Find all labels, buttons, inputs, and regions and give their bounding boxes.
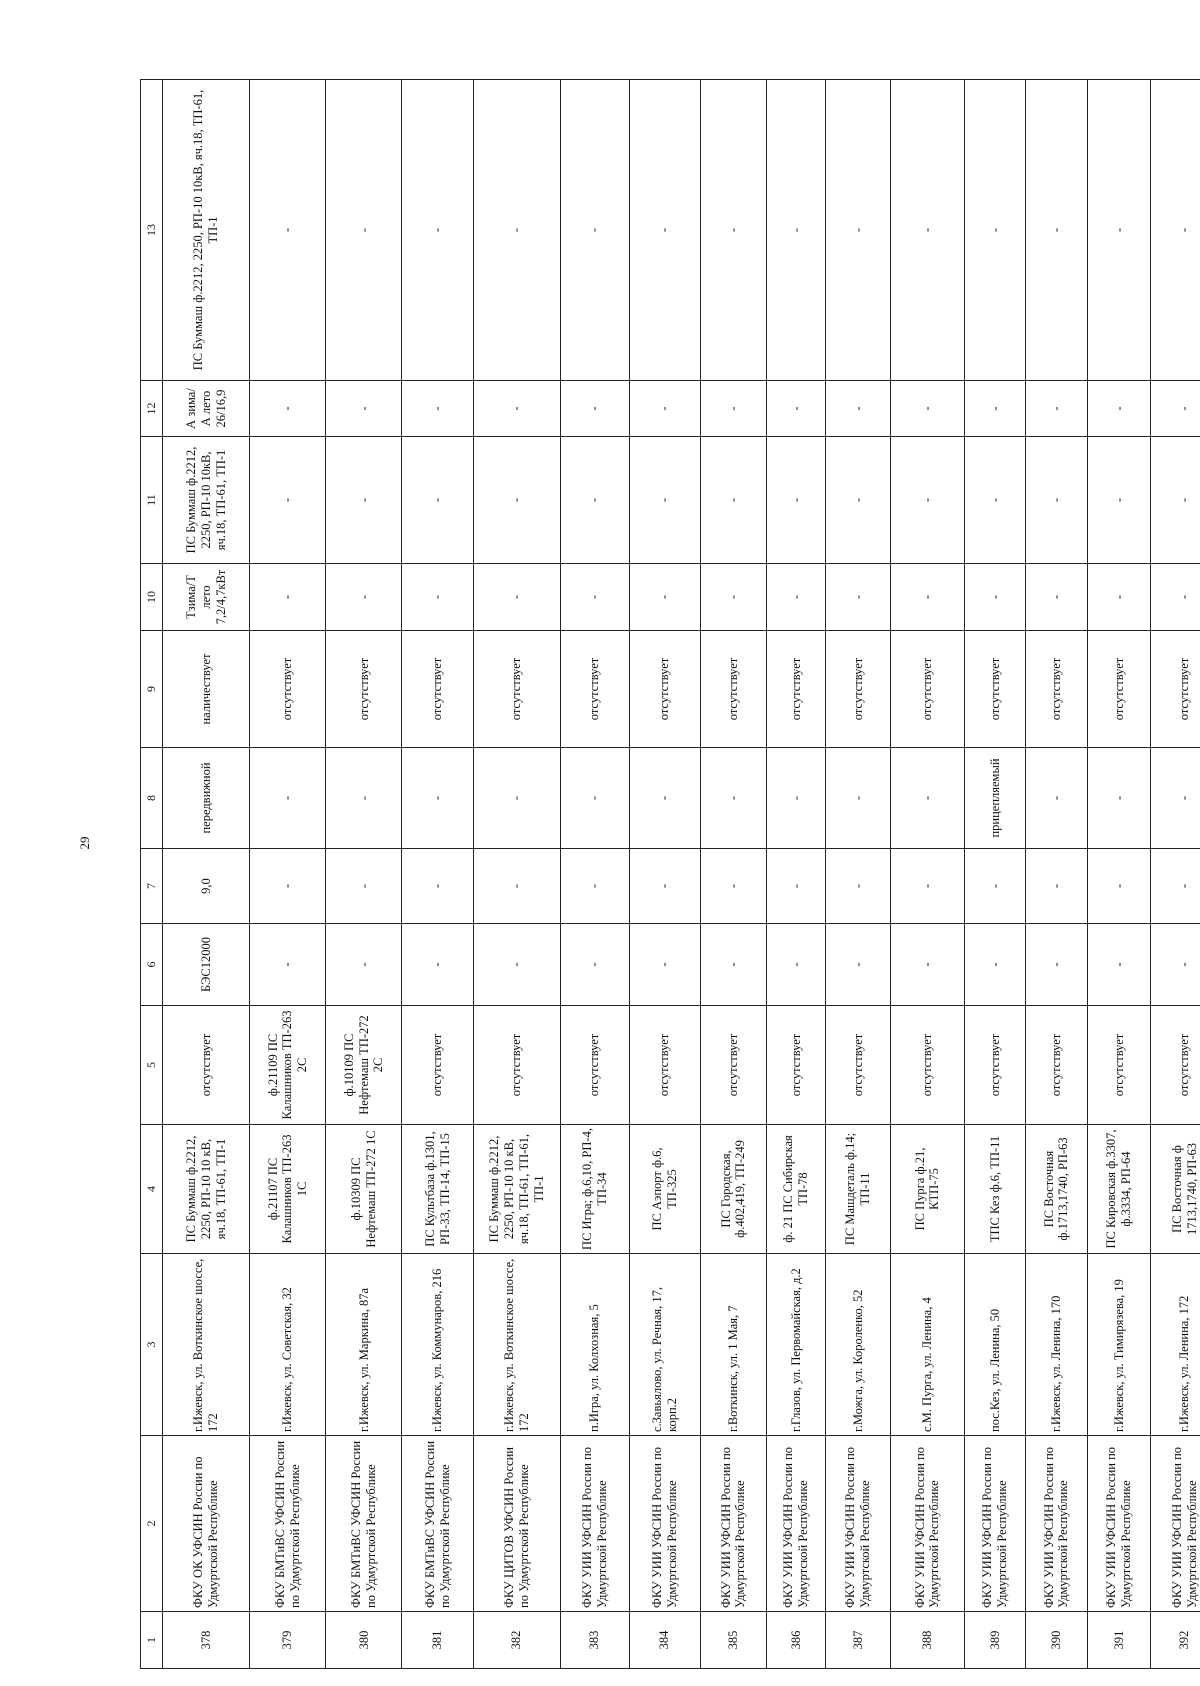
- table-row: [1026, 80, 1087, 1669]
- table-cell-col6: -: [891, 924, 965, 1006]
- table-cell-col5: отсутствует: [1087, 1006, 1151, 1125]
- table-cell-col4: ПС Буммаш ф.2212, 2250, РП-10 10 кВ, яч.18, ТП-61, ТП-61, ТП-1: [473, 1125, 560, 1254]
- table-cell-col2: ФКУ УИИ УФСИН России по Удмуртской Республике: [700, 1436, 766, 1612]
- table-cell-col13: -: [700, 80, 766, 381]
- table-cell-col10: -: [891, 564, 965, 631]
- table-cell-col9: отсутствует: [1026, 631, 1087, 748]
- table-cell-col7: -: [826, 849, 891, 924]
- table-cell-col8: -: [560, 748, 629, 849]
- table-cell-col11: -: [326, 437, 402, 564]
- column-number: 13: [141, 80, 163, 381]
- table-cell-col2: ФКУ БМТиВС УФСИН России по Удмуртской Республике: [326, 1436, 402, 1612]
- table-cell-col11: -: [1151, 437, 1200, 564]
- table-cell-col6: -: [767, 924, 826, 1006]
- table-cell-col6: -: [326, 924, 402, 1006]
- table-cell-col3: с.М. Пурга, ул. Ленина, 4: [891, 1254, 965, 1436]
- table-cell-col6: -: [700, 924, 766, 1006]
- table-cell-col2: ФКУ УИИ УФСИН России по Удмуртской Республике: [1151, 1436, 1200, 1612]
- table-cell-col1: 391: [1087, 1612, 1151, 1669]
- table-cell-col10: -: [1151, 564, 1200, 631]
- table-cell-col10: Тзима/Т лето 7,2/4,7кВт: [163, 564, 250, 631]
- table-cell-col12: -: [891, 381, 965, 437]
- table-cell-col9: отсутствует: [767, 631, 826, 748]
- column-number: 4: [141, 1125, 163, 1254]
- table-cell-col7: -: [964, 849, 1025, 924]
- table-cell-col10: -: [473, 564, 560, 631]
- table-cell-col11: -: [560, 437, 629, 564]
- table-cell-col9: отсутствует: [560, 631, 629, 748]
- column-number: 3: [141, 1254, 163, 1436]
- table-cell-col1: 384: [629, 1612, 700, 1669]
- table-cell-col4: ф.10309 ПС Нефтемаш ТП-272 1С: [326, 1125, 402, 1254]
- table-cell-col1: 381: [402, 1612, 473, 1669]
- table-cell-col1: 380: [326, 1612, 402, 1669]
- table-cell-col11: -: [1087, 437, 1151, 564]
- table-cell-col9: отсутствует: [473, 631, 560, 748]
- column-number: 12: [141, 381, 163, 437]
- table-row: [767, 80, 826, 1669]
- table-cell-col3: г.Ижевск, ул. Воткинское шоссе, 172: [473, 1254, 560, 1436]
- table-cell-col10: -: [700, 564, 766, 631]
- table-cell-col6: -: [1026, 924, 1087, 1006]
- table-cell-col5: отсутствует: [767, 1006, 826, 1125]
- table-cell-col1: 386: [767, 1612, 826, 1669]
- table-cell-col9: отсутствует: [1151, 631, 1200, 748]
- table-cell-col6: -: [473, 924, 560, 1006]
- table-cell-col13: -: [826, 80, 891, 381]
- table-cell-col4: ПС Восточная ф.1713,1740, РП-63: [1026, 1125, 1087, 1254]
- column-number: 8: [141, 748, 163, 849]
- table-cell-col11: -: [629, 437, 700, 564]
- data-table: [140, 79, 1200, 1669]
- table-cell-col9: отсутствует: [326, 631, 402, 748]
- table-cell-col3: г.Можга, ул. Короленко, 52: [826, 1254, 891, 1436]
- table-cell-col9: отсутствует: [629, 631, 700, 748]
- table-cell-col1: 385: [700, 1612, 766, 1669]
- table-cell-col7: -: [700, 849, 766, 924]
- table-cell-col7: -: [1151, 849, 1200, 924]
- table-cell-col10: -: [560, 564, 629, 631]
- table-cell-col1: 392: [1151, 1612, 1200, 1669]
- table-cell-col7: -: [473, 849, 560, 924]
- table-cell-col11: ПС Буммаш ф.2212, 2250, РП-10 10кВ, яч.18, ТП-61, ТП-1: [163, 437, 250, 564]
- table-cell-col12: -: [560, 381, 629, 437]
- table-cell-col12: -: [1026, 381, 1087, 437]
- table-cell-col5: ф.10109 ПС Нефтемаш ТП-272 2С: [326, 1006, 402, 1125]
- table-row: [402, 80, 473, 1669]
- table-cell-col12: -: [326, 381, 402, 437]
- table-cell-col10: -: [629, 564, 700, 631]
- table-row: [964, 80, 1025, 1669]
- table-cell-col7: -: [250, 849, 326, 924]
- column-number-row: [141, 80, 163, 1669]
- table-cell-col1: 388: [891, 1612, 965, 1669]
- table-cell-col3: г.Ижевск, ул. Ленина, 172: [1151, 1254, 1200, 1436]
- table-cell-col5: отсутствует: [560, 1006, 629, 1125]
- table-cell-col11: -: [767, 437, 826, 564]
- table-cell-col13: -: [1026, 80, 1087, 381]
- table-cell-col12: -: [473, 381, 560, 437]
- table-cell-col3: г.Ижевск, ул. Советская, 32: [250, 1254, 326, 1436]
- table-cell-col9: отсутствует: [1087, 631, 1151, 748]
- table-cell-col3: г.Ижевск, ул. Коммунаров, 216: [402, 1254, 473, 1436]
- table-cell-col13: -: [629, 80, 700, 381]
- table-row: [326, 80, 402, 1669]
- table-row: [1087, 80, 1151, 1669]
- table-cell-col3: п.Игра, ул. Колхозная, 5: [560, 1254, 629, 1436]
- table-cell-col6: -: [826, 924, 891, 1006]
- table-cell-col3: г.Воткинск, ул. 1 Мая, 7: [700, 1254, 766, 1436]
- table-cell-col2: ФКУ УИИ УФСИН России по Удмуртской Республике: [826, 1436, 891, 1612]
- table-cell-col13: -: [402, 80, 473, 381]
- table-cell-col1: 379: [250, 1612, 326, 1669]
- table-cell-col8: передвижной: [163, 748, 250, 849]
- table-cell-col13: -: [1087, 80, 1151, 381]
- table-cell-col4: ф. 21 ПС Сибирская ТП-78: [767, 1125, 826, 1254]
- table-cell-col12: -: [1087, 381, 1151, 437]
- table-cell-col10: -: [326, 564, 402, 631]
- table-cell-col13: -: [891, 80, 965, 381]
- table-cell-col1: 378: [163, 1612, 250, 1669]
- table-cell-col5: отсутствует: [1026, 1006, 1087, 1125]
- table-cell-col10: -: [1087, 564, 1151, 631]
- table-cell-col11: -: [964, 437, 1025, 564]
- table-cell-col6: БЭС12000: [163, 924, 250, 1006]
- table-cell-col12: -: [250, 381, 326, 437]
- table-cell-col6: -: [560, 924, 629, 1006]
- table-cell-col8: -: [402, 748, 473, 849]
- table-cell-col1: 387: [826, 1612, 891, 1669]
- table-cell-col13: -: [326, 80, 402, 381]
- table-cell-col6: -: [1087, 924, 1151, 1006]
- table-cell-col8: -: [826, 748, 891, 849]
- table-cell-col2: ФКУ ЦИТОВ УФСИН России по Удмуртской Республике: [473, 1436, 560, 1612]
- table-cell-col2: ФКУ УИИ УФСИН России по Удмуртской Республике: [767, 1436, 826, 1612]
- table-cell-col5: отсутствует: [700, 1006, 766, 1125]
- column-number: 2: [141, 1436, 163, 1612]
- table-cell-col12: -: [826, 381, 891, 437]
- table-cell-col6: -: [629, 924, 700, 1006]
- table-cell-col8: -: [250, 748, 326, 849]
- table-cell-col4: ТПС Кез ф.6, ТП-11: [964, 1125, 1025, 1254]
- table-cell-col5: отсутствует: [964, 1006, 1025, 1125]
- table-cell-col11: -: [826, 437, 891, 564]
- table-row: [629, 80, 700, 1669]
- table-cell-col7: 9,0: [163, 849, 250, 924]
- table-cell-col13: -: [964, 80, 1025, 381]
- column-number: 5: [141, 1006, 163, 1125]
- table-cell-col1: 390: [1026, 1612, 1087, 1669]
- table-cell-col2: ФКУ УИИ УФСИН России по Удмуртской Республике: [964, 1436, 1025, 1612]
- table-cell-col11: -: [402, 437, 473, 564]
- table-cell-col4: ПС Буммаш ф.2212, 2250, РП-10 10 кВ, яч.18, ТП-61, ТП-1: [163, 1125, 250, 1254]
- table-cell-col11: -: [473, 437, 560, 564]
- table-cell-col3: пос.Кез, ул. Ленина, 50: [964, 1254, 1025, 1436]
- table-cell-col12: -: [402, 381, 473, 437]
- table-cell-col9: отсутствует: [700, 631, 766, 748]
- table-cell-col6: -: [1151, 924, 1200, 1006]
- table-cell-col12: -: [964, 381, 1025, 437]
- table-cell-col7: -: [326, 849, 402, 924]
- table-cell-col2: ФКУ УИИ УФСИН России по Удмуртской Республике: [560, 1436, 629, 1612]
- table-cell-col11: -: [250, 437, 326, 564]
- table-cell-col6: -: [402, 924, 473, 1006]
- table-cell-col5: ф.21109 ПС Калашников ТП-263 2С: [250, 1006, 326, 1125]
- column-number: 9: [141, 631, 163, 748]
- rotated-table-wrapper: [140, 80, 1200, 1669]
- table-cell-col5: отсутствует: [473, 1006, 560, 1125]
- table-cell-col13: ПС Буммаш ф.2212, 2250, РП-10 10кВ, яч.18, ТП-61, ТП-1: [163, 80, 250, 381]
- table-cell-col2: ФКУ БМТиВС УФСИН России по Удмуртской Республике: [402, 1436, 473, 1612]
- column-number: 7: [141, 849, 163, 924]
- table-cell-col4: ПС Культбаза ф.1301, РП-33, ТП-14, ТП-15: [402, 1125, 473, 1254]
- table-cell-col3: г.Ижевск, ул. Тимирязева, 19: [1087, 1254, 1151, 1436]
- table-row: [700, 80, 766, 1669]
- table-cell-col3: г.Ижевск, ул. Воткинское шоссе, 172: [163, 1254, 250, 1436]
- table-cell-col7: -: [891, 849, 965, 924]
- table-cell-col12: А зима/А лето 26/16,9: [163, 381, 250, 437]
- table-cell-col2: ФКУ УИИ УФСИН России по Удмуртской Республике: [1026, 1436, 1087, 1612]
- table-cell-col13: -: [473, 80, 560, 381]
- table-cell-col2: ФКУ УИИ УФСИН России по Удмуртской Республике: [891, 1436, 965, 1612]
- table-row: [826, 80, 891, 1669]
- table-cell-col7: -: [767, 849, 826, 924]
- table-cell-col9: наличествует: [163, 631, 250, 748]
- table-cell-col7: -: [560, 849, 629, 924]
- table-cell-col2: ФКУ УИИ УФСИН России по Удмуртской Республике: [629, 1436, 700, 1612]
- table-cell-col11: -: [891, 437, 965, 564]
- column-number: 6: [141, 924, 163, 1006]
- table-cell-col10: -: [250, 564, 326, 631]
- table-cell-col8: -: [473, 748, 560, 849]
- table-cell-col6: -: [964, 924, 1025, 1006]
- table-cell-col5: отсутствует: [629, 1006, 700, 1125]
- table-cell-col4: ПС Игра; ф.6,10, РП-4, ТП-34: [560, 1125, 629, 1254]
- table-row: [891, 80, 965, 1669]
- table-cell-col4: ПС Городская, ф.402,419, ТП-249: [700, 1125, 766, 1254]
- table-cell-col4: ПС Кировская ф.3307, ф.3334, РП-64: [1087, 1125, 1151, 1254]
- table-cell-col5: отсутствует: [163, 1006, 250, 1125]
- table-cell-col2: ФКУ БМТиВС УФСИН России по Удмуртской Республике: [250, 1436, 326, 1612]
- table-row: [473, 80, 560, 1669]
- table-cell-col8: -: [1151, 748, 1200, 849]
- table-cell-col13: -: [560, 80, 629, 381]
- table-cell-col10: -: [767, 564, 826, 631]
- table-cell-col3: г.Ижевск, ул. Ленина, 170: [1026, 1254, 1087, 1436]
- table-cell-col12: -: [1151, 381, 1200, 437]
- table-cell-col12: -: [700, 381, 766, 437]
- table-cell-col7: -: [1087, 849, 1151, 924]
- table-cell-col8: -: [700, 748, 766, 849]
- table-cell-col5: отсутствует: [891, 1006, 965, 1125]
- table-cell-col13: -: [1151, 80, 1200, 381]
- table-cell-col2: ФКУ ОК УФСИН России по Удмуртской Республике: [163, 1436, 250, 1612]
- table-cell-col8: -: [891, 748, 965, 849]
- table-cell-col9: отсутствует: [891, 631, 965, 748]
- table-cell-col10: -: [826, 564, 891, 631]
- column-number: 1: [141, 1612, 163, 1669]
- table-cell-col12: -: [629, 381, 700, 437]
- table-cell-col9: отсутствует: [250, 631, 326, 748]
- page-number: 29: [77, 836, 92, 850]
- table-row: [560, 80, 629, 1669]
- table-cell-col4: ПС Восточная ф 1713,1740, РП-63: [1151, 1125, 1200, 1254]
- table-cell-col9: отсутствует: [964, 631, 1025, 748]
- table-cell-col4: ф.21107 ПС Калашников ТП-263 1С: [250, 1125, 326, 1254]
- table-cell-col4: ПС Пурга ф.21, КТП-75: [891, 1125, 965, 1254]
- table-row: [1151, 80, 1200, 1669]
- table-cell-col1: 389: [964, 1612, 1025, 1669]
- table-cell-col13: -: [767, 80, 826, 381]
- table-cell-col5: отсутствует: [1151, 1006, 1200, 1125]
- table-cell-col11: -: [700, 437, 766, 564]
- table-cell-col3: г.Глазов, ул. Первомайская, д.2: [767, 1254, 826, 1436]
- table-cell-col10: -: [402, 564, 473, 631]
- table-cell-col2: ФКУ УИИ УФСИН России по Удмуртской Республике: [1087, 1436, 1151, 1612]
- table-cell-col8: прицепляемый: [964, 748, 1025, 849]
- table-cell-col1: 383: [560, 1612, 629, 1669]
- table-row: [163, 80, 250, 1669]
- table-cell-col12: -: [767, 381, 826, 437]
- table-cell-col10: -: [1026, 564, 1087, 631]
- table-cell-col5: отсутствует: [826, 1006, 891, 1125]
- table-cell-col8: -: [629, 748, 700, 849]
- table-cell-col3: г.Ижевск, ул. Маркина, 87а: [326, 1254, 402, 1436]
- table-row: [250, 80, 326, 1669]
- table-cell-col3: с.Завьялово, ул. Речная, 17, корп.2: [629, 1254, 700, 1436]
- table-cell-col9: отсутствует: [826, 631, 891, 748]
- table-cell-col8: -: [1026, 748, 1087, 849]
- table-cell-col1: 382: [473, 1612, 560, 1669]
- column-number: 11: [141, 437, 163, 564]
- table-cell-col8: -: [326, 748, 402, 849]
- table-cell-col7: -: [1026, 849, 1087, 924]
- table-cell-col8: -: [767, 748, 826, 849]
- table-cell-col7: -: [629, 849, 700, 924]
- table-cell-col10: -: [964, 564, 1025, 631]
- table-cell-col6: -: [250, 924, 326, 1006]
- table-cell-col4: ПС Машдеталь ф.14; ТП-11: [826, 1125, 891, 1254]
- table-cell-col5: отсутствует: [402, 1006, 473, 1125]
- table-cell-col11: -: [1026, 437, 1087, 564]
- table-cell-col4: ПС Аэпорт ф.6, ТП-325: [629, 1125, 700, 1254]
- table-cell-col8: -: [1087, 748, 1151, 849]
- table-cell-col9: отсутствует: [402, 631, 473, 748]
- column-number: 10: [141, 564, 163, 631]
- table-cell-col7: -: [402, 849, 473, 924]
- table-cell-col13: -: [250, 80, 326, 381]
